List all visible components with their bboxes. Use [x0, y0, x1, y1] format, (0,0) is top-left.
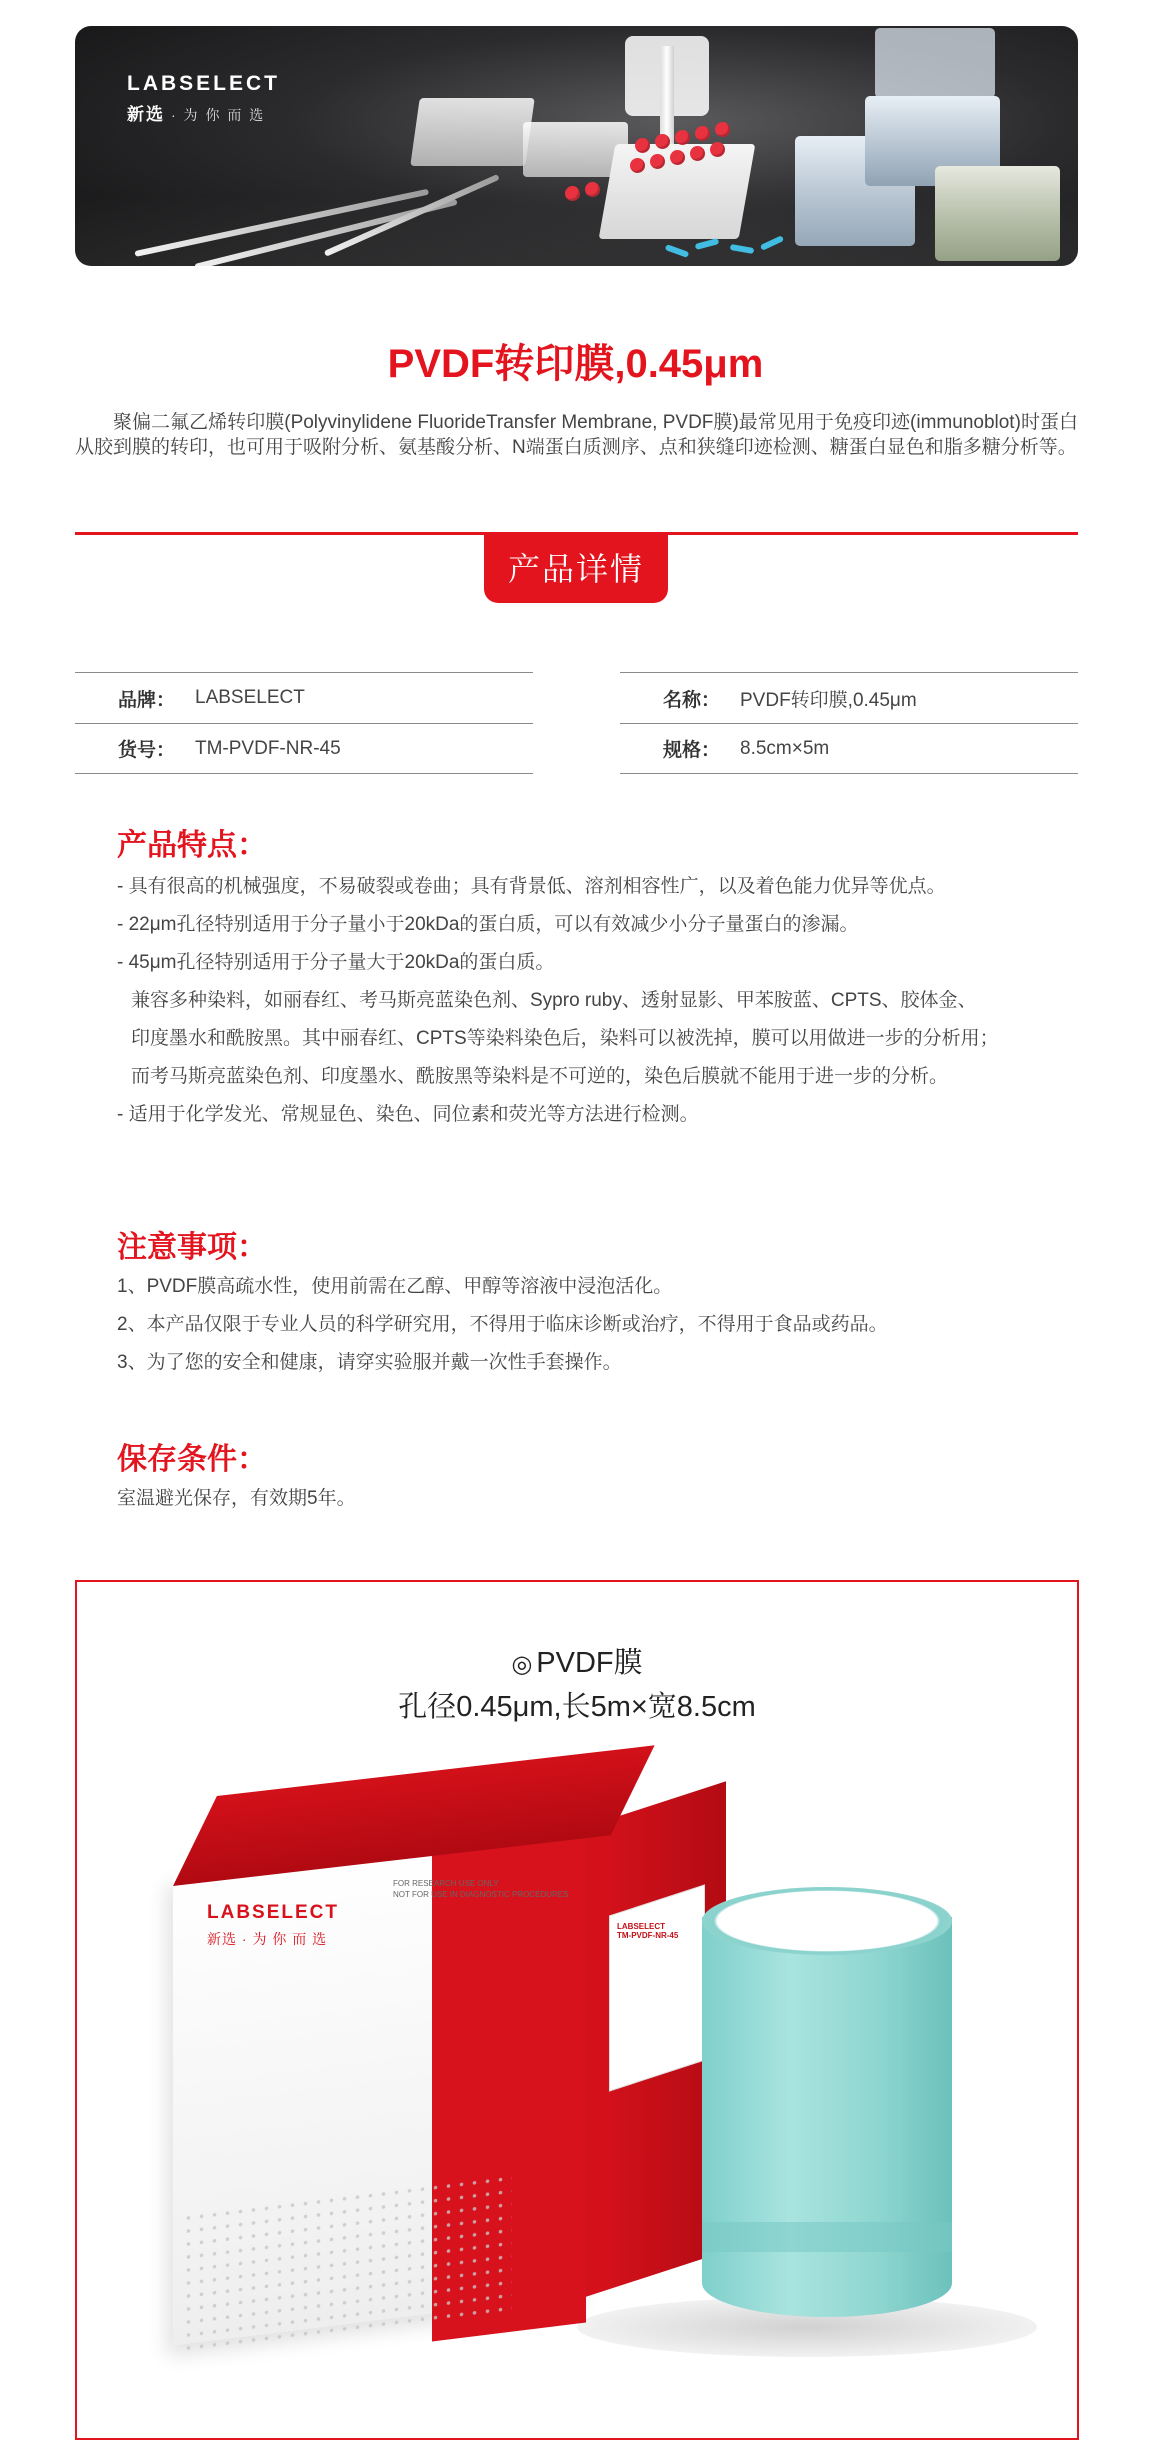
info-row-sku [75, 723, 533, 774]
banner-pipette-rack [410, 98, 535, 166]
product-box-notice [393, 1878, 568, 1900]
banner-tube-cap [585, 182, 600, 197]
product-title: PVDF转印膜,0.45μm [387, 342, 764, 386]
list-item: 而考马斯亮蓝染色剂、印度墨水、酰胺黑等染料是不可逆的，染色后膜就不能用于进一步的分析。 [131, 1066, 949, 1087]
info-val-spec: 8.5cm×5m [740, 737, 830, 759]
box-notice-line: NOT FOR USE IN DIAGNOSTIC PROCEDURES [393, 1890, 569, 1899]
brand-slogan [127, 100, 280, 125]
product-image-frame [75, 1580, 1079, 2440]
membrane-roll-band [702, 2222, 952, 2252]
info-key-spec: 规格： [662, 740, 720, 761]
banner-tube-cap [695, 126, 710, 141]
membrane-roll-top [702, 1887, 952, 1955]
banner-tube-cap [710, 142, 725, 157]
membrane-roll [702, 1917, 952, 2317]
info-val-sku: TM-PVDF-NR-45 [195, 737, 341, 759]
info-row-brand [75, 672, 533, 723]
info-key-sku: 货号： [117, 740, 175, 761]
info-row-name [620, 672, 1078, 723]
list-item: 3、为了您的安全和健康，请穿实验服并戴一次性手套操作。 [117, 1352, 622, 1373]
banner-tip-lid [875, 28, 995, 98]
caption-text: PVDF膜 [536, 1647, 643, 1679]
info-table-right [620, 672, 1078, 774]
list-item: - 45μm孔径特别适用于分子量大于20kDa的蛋白质。 [117, 952, 555, 973]
list-item: - 适用于化学发光、常规显色、染色、同位素和荧光等方法进行检测。 [117, 1104, 699, 1125]
product-box-slogan: 新选 · 为 你 而 选 [207, 1931, 328, 1947]
list-item: 兼容多种染料，如丽春红、考马斯亮蓝染色剂、Sypro ruby、透射显影、甲苯胺蓝、CPTS、胶体金、 [131, 990, 977, 1011]
list-item: 印度墨水和酰胺黑。其中丽春红、CPTS等染料染色后，染料可以被洗掉，膜可以用做进一步的分析用； [131, 1028, 999, 1049]
info-val-name: PVDF转印膜,0.45μm [740, 689, 917, 711]
product-caption-line2: 孔径0.45μm,长5m×宽8.5cm [398, 1691, 756, 1723]
info-key-brand: 品牌： [117, 689, 175, 711]
banner-tube-cap [715, 122, 730, 137]
box-notice-line: FOR RESEARCH USE ONLY [393, 1879, 499, 1888]
brand-logo-text: LABSELECT [127, 72, 280, 95]
banner-tube-cap [690, 146, 705, 161]
storage-heading: 保存条件： [117, 1443, 267, 1476]
list-item: - 具有很高的机械强度，不易破裂或卷曲；具有背景低、溶剂相容性广，以及着色能力优异等优点。 [117, 876, 946, 897]
brand-slogan-text: · 为 你 而 选 [171, 107, 266, 123]
banner-tube-cap [670, 150, 685, 165]
list-item: 2、本产品仅限于专业人员的科学研究用，不得用于临床诊断或治疗，不得用于食品或药品。 [117, 1314, 888, 1335]
features-list [117, 868, 1077, 1134]
brand-cn: 新选 [127, 105, 165, 124]
section-tab-details: 产品详情 [484, 535, 668, 603]
box-label-brand: LABSELECT [617, 1922, 665, 1931]
caption-bullet: ◎ [511, 1651, 533, 1678]
notes-heading: 注意事项： [117, 1231, 267, 1264]
brand-logo [127, 72, 280, 125]
banner-tube-cap [635, 138, 650, 153]
info-val-brand: LABSELECT [195, 687, 305, 708]
info-row-spec [620, 723, 1078, 774]
notes-list [117, 1268, 1077, 1382]
list-item: - 22μm孔径特别适用于分子量小于20kDa的蛋白质，可以有效减少小分子量蛋白的渗漏。 [117, 914, 859, 935]
list-item: 1、PVDF膜高疏水性，使用前需在乙醇、甲醇等溶液中浸泡活化。 [117, 1276, 673, 1297]
banner-tube-cap [675, 130, 690, 145]
product-caption-line1 [77, 1640, 1077, 1681]
banner-tube-cap [655, 134, 670, 149]
info-key-name: 名称： [662, 689, 720, 711]
banner-tube-cap [630, 158, 645, 173]
product-box-logo: LABSELECT [207, 1902, 339, 1923]
hero-banner [75, 26, 1078, 266]
product-intro: 聚偏二氟乙烯转印膜(Polyvinylidene FluorideTransfer Membrane, PVDF膜)最常见用于免疫印迹(immunoblot)时蛋白从胶到膜的转印，也可用于吸附分析、氨基酸分析、N端蛋白质测序、点和狭缝印迹检测、糖蛋白显色和脂多糖分析等。 [75, 412, 1078, 458]
info-table-left [75, 672, 533, 774]
banner-shelf [75, 196, 1078, 266]
product-box-label-text [617, 1922, 678, 1940]
box-label-sku: TM-PVDF-NR-45 [617, 1931, 679, 1940]
product-box-label [609, 1884, 705, 2091]
banner-tube-cap [650, 154, 665, 169]
storage-text: 室温避光保存，有效期5年。 [117, 1488, 356, 1509]
features-heading: 产品特点： [117, 829, 267, 862]
